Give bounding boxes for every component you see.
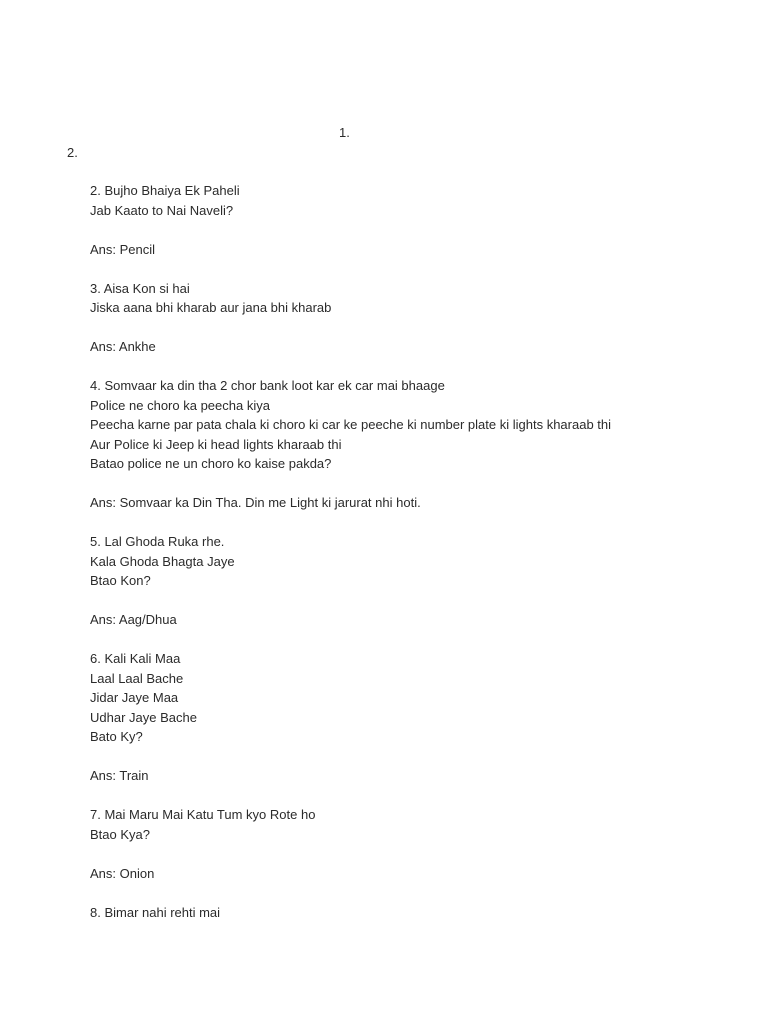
riddle-block (90, 378, 750, 534)
riddle-question-line: Bato Ky? (90, 729, 143, 744)
riddle-answer: Ans: Ankhe (90, 339, 156, 354)
riddle-answer: Ans: Onion (90, 865, 155, 881)
riddle-question-line: Batao police ne un choro ko kaise pakda? (90, 456, 332, 471)
riddle-question-line: Peecha karne par pata chala ki choro ki car ke peeche ki number plate ki lights kharaab thi (90, 417, 612, 432)
list-marker-2: 2. (67, 145, 78, 160)
riddle-question-line: Jidar Jaye Maa (90, 690, 179, 705)
riddle-answer: Ans: Pencil (90, 241, 156, 257)
riddle-question-line: Udhar Jaye Bache (90, 709, 197, 725)
riddle-question-line: 3. Aisa Kon si hai (90, 280, 190, 296)
riddle-question-line: Aur Police ki Jeep ki head lights kharaab thi (90, 436, 342, 452)
riddle-question-line: Jiska aana bhi kharab aur jana bhi kharab (90, 300, 332, 315)
riddle-question-line: Police ne choro ka peecha kiya (90, 397, 270, 413)
riddle-question-line: 6. Kali Kali Maa (90, 651, 181, 666)
riddle-question-line: 2. Bujho Bhaiya Ek Paheli (90, 183, 240, 198)
riddle-block (90, 534, 750, 651)
riddle-question-line: 7. Mai Maru Mai Katu Tum kyo Rote ho (90, 807, 316, 822)
list-marker-1: 1. (339, 125, 350, 140)
riddle-question-line: Jab Kaato to Nai Naveli? (90, 202, 234, 218)
riddle-question-line: Btao Kya? (90, 826, 150, 842)
riddle-question-line: 4. Somvaar ka din tha 2 chor bank loot kar ek car mai bhaage (90, 378, 445, 393)
riddle-list (90, 183, 750, 924)
riddle-question-line: 5. Lal Ghoda Ruka rhe. (90, 534, 225, 549)
riddle-question-line: Laal Laal Bache (90, 670, 184, 686)
riddle-answer: Ans: Train (90, 768, 149, 783)
riddle-block (90, 807, 750, 905)
riddle-answer: Ans: Aag/Dhua (90, 612, 177, 627)
riddle-question-line: Btao Kon? (90, 573, 151, 588)
riddle-block (90, 281, 750, 379)
riddle-block (90, 651, 750, 807)
riddle-question-line: 8. Bimar nahi rehti mai (90, 904, 221, 920)
riddle-answer: Ans: Somvaar ka Din Tha. Din me Light ki jarurat nhi hoti. (90, 495, 421, 510)
riddle-block (90, 183, 750, 281)
riddle-question-line: Kala Ghoda Bhagta Jaye (90, 553, 235, 569)
riddle-block (90, 905, 750, 925)
